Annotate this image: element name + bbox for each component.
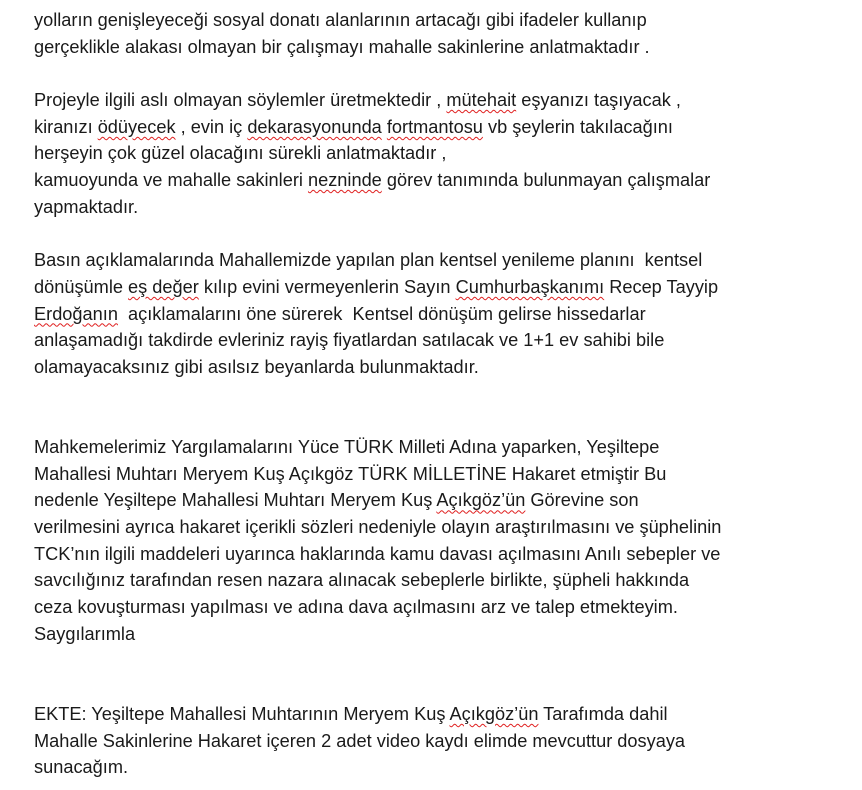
text-line bbox=[34, 140, 834, 167]
text-run: Mahallesi Muhtarı Meryem Kuş Açıkgöz TÜRK MİLLETİNE Hakaret etmiştir Bu bbox=[34, 463, 667, 484]
text-run: TCK’nın ilgili maddeleri uyarınca haklarında kamu davası açılmasını Anılı sebepler ve bbox=[34, 543, 721, 564]
misspelled-word[interactable]: Cumhurbaşkanımı bbox=[455, 276, 605, 297]
text-line bbox=[34, 247, 834, 274]
text-line bbox=[34, 594, 834, 621]
document-body[interactable] bbox=[34, 7, 834, 781]
text-run: gerçeklikle alakası olmayan bir çalışmayı mahalle sakinlerine anlatmaktadır . bbox=[34, 36, 650, 57]
text-line bbox=[34, 621, 834, 648]
text-line bbox=[34, 301, 834, 328]
text-run: görev tanımında bulunmayan çalışmalar bbox=[381, 170, 711, 191]
misspelled-word[interactable]: nezninde bbox=[307, 170, 382, 191]
text-line bbox=[34, 167, 834, 194]
misspelled-word[interactable]: Açıkgöz’ün bbox=[449, 703, 539, 724]
text-line bbox=[34, 728, 834, 755]
text-run: savcılığınız tarafından resen nazara alınacak sebeplerle birlikte, şüpheli hakkında bbox=[34, 570, 690, 591]
blank-line bbox=[34, 407, 834, 434]
blank-line bbox=[34, 648, 834, 675]
text-run: EKTE: Yeşiltepe Mahallesi Muhtarının Meryem Kuş bbox=[34, 703, 450, 724]
blank-line bbox=[34, 221, 834, 248]
text-run: Mahalle Sakinlerine Hakaret içeren 2 adet video kaydı elimde mevcuttur dosyaya bbox=[34, 730, 686, 751]
text-run: yapmaktadır. bbox=[34, 196, 139, 217]
text-run: herşeyin çok güzel olacağını sürekli anlatmaktadır , bbox=[34, 143, 447, 164]
text-line bbox=[34, 461, 834, 488]
paragraph bbox=[34, 87, 834, 220]
text-run: Projeyle ilgili aslı olmayan söylemler üretmektedir , bbox=[34, 90, 447, 111]
misspelled-word[interactable]: Açıkgöz’ün bbox=[436, 490, 526, 511]
blank-line bbox=[34, 674, 834, 701]
text-line bbox=[34, 514, 834, 541]
text-line bbox=[34, 327, 834, 354]
text-run: , evin iç bbox=[175, 116, 248, 137]
text-run: dönüşümle bbox=[34, 276, 129, 297]
text-run: Tarafımda dahil bbox=[538, 703, 668, 724]
text-run: Recep Tayyip bbox=[604, 276, 719, 297]
text-run: verilmesini ayrıca hakaret içerikli sözleri nedeniyle olayın araştırılmasını ve şüphelinin bbox=[34, 517, 722, 538]
text-run: kamuoyunda ve mahalle sakinleri bbox=[34, 170, 308, 191]
text-line bbox=[34, 754, 834, 781]
paragraph bbox=[34, 434, 834, 648]
blank-line bbox=[34, 60, 834, 87]
text-line bbox=[34, 701, 834, 728]
text-line bbox=[34, 114, 834, 141]
text-run: Basın açıklamalarında Mahallemizde yapılan plan kentsel yenileme planını kentsel bbox=[34, 250, 703, 271]
text-line bbox=[34, 487, 834, 514]
text-run: kiranızı bbox=[34, 116, 98, 137]
misspelled-word[interactable]: fortmantosu bbox=[386, 116, 483, 137]
misspelled-word[interactable]: eş değer bbox=[128, 276, 199, 297]
text-run: Saygılarımla bbox=[34, 623, 136, 644]
misspelled-word[interactable]: Erdoğanın bbox=[34, 303, 118, 324]
text-line bbox=[34, 274, 834, 301]
paragraph bbox=[34, 247, 834, 380]
text-line bbox=[34, 434, 834, 461]
text-run: eşyanızı taşıyacak , bbox=[516, 90, 681, 111]
paragraph bbox=[34, 7, 834, 60]
text-run: anlaşamadığı takdirde evleriniz rayiş fiyatlardan satılacak ve 1+1 ev sahibi bile bbox=[34, 330, 665, 351]
text-run: açıklamalarını öne sürerek Kentsel dönüşüm gelirse hissedarlar bbox=[117, 303, 646, 324]
text-run: Görevine son bbox=[525, 490, 639, 511]
text-run: olamayacaksınız gibi asılsız beyanlarda bulunmaktadır. bbox=[34, 356, 479, 377]
text-run: kılıp evini vermeyenlerin Sayın bbox=[198, 276, 456, 297]
misspelled-word[interactable]: dekarasyonunda bbox=[247, 116, 382, 137]
text-line bbox=[34, 567, 834, 594]
misspelled-word[interactable]: ödüyecek bbox=[97, 116, 176, 137]
text-line bbox=[34, 541, 834, 568]
text-run: nedenle Yeşiltepe Mahallesi Muhtarı Meryem Kuş bbox=[34, 490, 437, 511]
text-run: vb şeylerin takılacağını bbox=[482, 116, 673, 137]
text-run: sunacağım. bbox=[34, 757, 129, 778]
text-run: ceza kovuşturması yapılması ve adına dava açılmasını arz ve talep etmekteyim. bbox=[34, 597, 678, 618]
text-run: Mahkemelerimiz Yargılamalarını Yüce TÜRK Milleti Adına yaparken, Yeşiltepe bbox=[34, 437, 660, 457]
paragraph bbox=[34, 701, 834, 781]
text-line bbox=[34, 87, 834, 114]
blank-line bbox=[34, 381, 834, 408]
text-line bbox=[34, 7, 834, 34]
text-line bbox=[34, 354, 834, 381]
text-line bbox=[34, 34, 834, 61]
misspelled-word[interactable]: mütehait bbox=[446, 90, 517, 111]
text-line bbox=[34, 194, 834, 221]
text-run: yolların genişleyeceği sosyal donatı alanlarının artacağı gibi ifadeler kullanıp bbox=[34, 10, 647, 30]
